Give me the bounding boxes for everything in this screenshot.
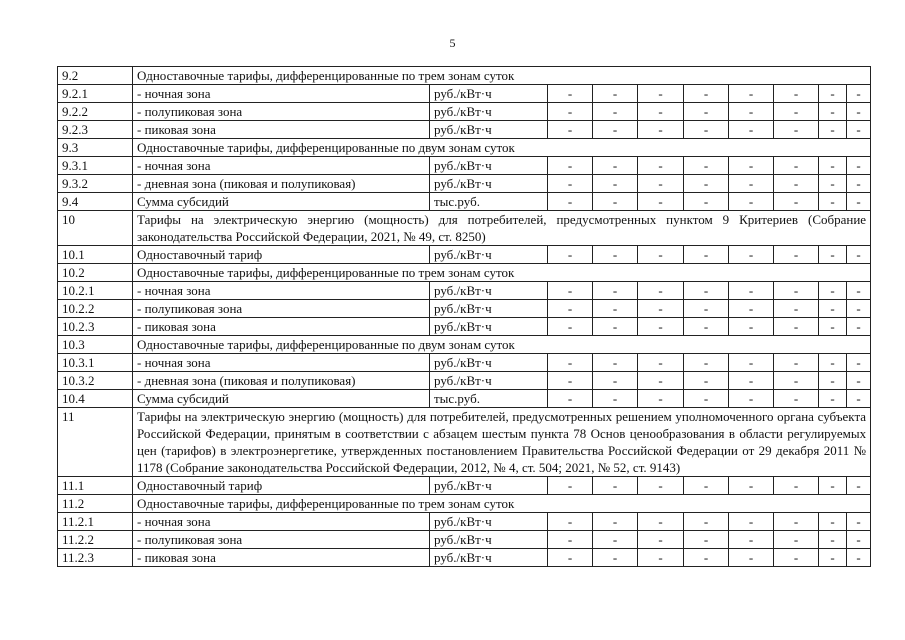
- page-number: 5: [449, 36, 456, 50]
- table-row: [58, 408, 871, 477]
- value-cell: -: [684, 121, 729, 139]
- value-cell: -: [847, 390, 871, 408]
- section-heading: Тарифы на электрическую энергию (мощность) для потребителей, предусмотренных решением уполномоченного органа субъекта Российской Федерации, принятым в соответствии с абзацем шестым пункта 78 Основ ценообразования в области регулируемых цен (тарифов) в электроэнергетике, утвержденных постановлением Правительства Российской Федерации от 29 декабря 2011 № 1178 (Собрание законодательства Российской Федерации, 2012, № 4, ст. 504; 2021, № 52, ст. 9143): [133, 408, 871, 477]
- table-row: [58, 121, 871, 139]
- table-row: [58, 477, 871, 495]
- value-cell: -: [638, 121, 684, 139]
- section-heading: Одноставочные тарифы, дифференцированные по двум зонам суток: [133, 139, 871, 157]
- value-cell: -: [774, 246, 819, 264]
- row-number: 11.2.1: [58, 513, 133, 531]
- value-cell: -: [593, 354, 638, 372]
- value-cell: -: [593, 121, 638, 139]
- value-cell: -: [684, 175, 729, 193]
- unit-cell: руб./кВт·ч: [430, 175, 548, 193]
- value-cell: -: [684, 300, 729, 318]
- row-number: 10.2.1: [58, 282, 133, 300]
- table-row: [58, 175, 871, 193]
- value-cell: -: [548, 193, 593, 211]
- value-cell: -: [548, 103, 593, 121]
- value-cell: -: [593, 246, 638, 264]
- value-cell: -: [847, 354, 871, 372]
- value-cell: -: [684, 477, 729, 495]
- value-cell: -: [593, 175, 638, 193]
- value-cell: -: [548, 372, 593, 390]
- row-label: - ночная зона: [133, 85, 430, 103]
- value-cell: -: [774, 157, 819, 175]
- row-label: Сумма субсидий: [133, 193, 430, 211]
- value-cell: -: [548, 85, 593, 103]
- tariff-table: [57, 66, 871, 567]
- value-cell: -: [729, 175, 774, 193]
- value-cell: -: [638, 193, 684, 211]
- value-cell: -: [774, 85, 819, 103]
- value-cell: -: [847, 513, 871, 531]
- value-cell: -: [593, 531, 638, 549]
- value-cell: -: [729, 157, 774, 175]
- value-cell: -: [819, 531, 847, 549]
- value-cell: -: [729, 513, 774, 531]
- value-cell: -: [593, 103, 638, 121]
- row-label: Одноставочный тариф: [133, 477, 430, 495]
- value-cell: -: [774, 300, 819, 318]
- value-cell: -: [729, 246, 774, 264]
- value-cell: -: [548, 354, 593, 372]
- row-label: - пиковая зона: [133, 121, 430, 139]
- table-row: [58, 85, 871, 103]
- value-cell: -: [774, 531, 819, 549]
- table-row: [58, 354, 871, 372]
- unit-cell: руб./кВт·ч: [430, 477, 548, 495]
- value-cell: -: [729, 318, 774, 336]
- value-cell: -: [684, 103, 729, 121]
- table-row: [58, 193, 871, 211]
- row-label: - пиковая зона: [133, 318, 430, 336]
- value-cell: -: [729, 85, 774, 103]
- value-cell: -: [638, 354, 684, 372]
- value-cell: -: [684, 354, 729, 372]
- table-row: [58, 67, 871, 85]
- row-number: 10.3.1: [58, 354, 133, 372]
- value-cell: -: [593, 318, 638, 336]
- row-number: 9.4: [58, 193, 133, 211]
- value-cell: -: [684, 390, 729, 408]
- value-cell: -: [638, 282, 684, 300]
- row-label: - ночная зона: [133, 157, 430, 175]
- value-cell: -: [847, 549, 871, 567]
- value-cell: -: [774, 549, 819, 567]
- row-number: 9.2.2: [58, 103, 133, 121]
- section-heading: Тарифы на электрическую энергию (мощность) для потребителей, предусмотренных пунктом 9 Критериев (Собрание законодательства Российской Федерации, 2021, № 49, ст. 8250): [133, 211, 871, 246]
- row-label: - полупиковая зона: [133, 531, 430, 549]
- value-cell: -: [684, 531, 729, 549]
- row-number: 11.2.3: [58, 549, 133, 567]
- unit-cell: руб./кВт·ч: [430, 372, 548, 390]
- value-cell: -: [729, 300, 774, 318]
- value-cell: -: [774, 354, 819, 372]
- row-number: 11.2.2: [58, 531, 133, 549]
- section-heading: Одноставочные тарифы, дифференцированные по трем зонам суток: [133, 264, 871, 282]
- tariff-table-body: [58, 67, 871, 567]
- value-cell: -: [729, 354, 774, 372]
- unit-cell: тыс.руб.: [430, 390, 548, 408]
- value-cell: -: [638, 157, 684, 175]
- value-cell: -: [684, 549, 729, 567]
- table-row: [58, 372, 871, 390]
- value-cell: -: [684, 318, 729, 336]
- value-cell: -: [593, 85, 638, 103]
- value-cell: -: [593, 549, 638, 567]
- table-row: [58, 282, 871, 300]
- value-cell: -: [729, 531, 774, 549]
- row-number: 10.1: [58, 246, 133, 264]
- value-cell: -: [729, 193, 774, 211]
- value-cell: -: [593, 390, 638, 408]
- row-number: 10.2: [58, 264, 133, 282]
- unit-cell: руб./кВт·ч: [430, 318, 548, 336]
- value-cell: -: [548, 549, 593, 567]
- value-cell: -: [548, 246, 593, 264]
- value-cell: -: [548, 513, 593, 531]
- value-cell: -: [638, 300, 684, 318]
- value-cell: -: [593, 157, 638, 175]
- value-cell: -: [774, 103, 819, 121]
- value-cell: -: [548, 121, 593, 139]
- value-cell: -: [593, 282, 638, 300]
- row-label: - ночная зона: [133, 354, 430, 372]
- row-number: 9.3.2: [58, 175, 133, 193]
- value-cell: -: [774, 372, 819, 390]
- value-cell: -: [847, 85, 871, 103]
- unit-cell: руб./кВт·ч: [430, 513, 548, 531]
- value-cell: -: [548, 300, 593, 318]
- row-label: - полупиковая зона: [133, 103, 430, 121]
- value-cell: -: [774, 121, 819, 139]
- table-row: [58, 390, 871, 408]
- value-cell: -: [729, 103, 774, 121]
- value-cell: -: [819, 513, 847, 531]
- value-cell: -: [593, 372, 638, 390]
- table-row: [58, 318, 871, 336]
- value-cell: -: [774, 318, 819, 336]
- value-cell: -: [729, 477, 774, 495]
- value-cell: -: [819, 193, 847, 211]
- table-row: [58, 300, 871, 318]
- value-cell: -: [819, 282, 847, 300]
- row-number: 10.2.2: [58, 300, 133, 318]
- value-cell: -: [638, 390, 684, 408]
- value-cell: -: [638, 318, 684, 336]
- value-cell: -: [847, 300, 871, 318]
- value-cell: -: [638, 477, 684, 495]
- value-cell: -: [819, 549, 847, 567]
- unit-cell: руб./кВт·ч: [430, 531, 548, 549]
- value-cell: -: [684, 246, 729, 264]
- value-cell: -: [847, 175, 871, 193]
- value-cell: -: [548, 175, 593, 193]
- value-cell: -: [819, 157, 847, 175]
- value-cell: -: [774, 477, 819, 495]
- value-cell: -: [684, 372, 729, 390]
- value-cell: -: [548, 282, 593, 300]
- row-label: - ночная зона: [133, 282, 430, 300]
- value-cell: -: [684, 193, 729, 211]
- value-cell: -: [684, 85, 729, 103]
- row-label: - дневная зона (пиковая и полупиковая): [133, 372, 430, 390]
- row-number: 11: [58, 408, 133, 477]
- value-cell: -: [847, 193, 871, 211]
- table-row: [58, 246, 871, 264]
- row-number: 9.3.1: [58, 157, 133, 175]
- value-cell: -: [729, 372, 774, 390]
- value-cell: -: [819, 121, 847, 139]
- value-cell: -: [638, 103, 684, 121]
- unit-cell: тыс.руб.: [430, 193, 548, 211]
- value-cell: -: [819, 85, 847, 103]
- value-cell: -: [548, 390, 593, 408]
- value-cell: -: [684, 157, 729, 175]
- table-row: [58, 139, 871, 157]
- section-heading: Одноставочные тарифы, дифференцированные по трем зонам суток: [133, 67, 871, 85]
- value-cell: -: [638, 372, 684, 390]
- row-number: 10.2.3: [58, 318, 133, 336]
- value-cell: -: [847, 121, 871, 139]
- unit-cell: руб./кВт·ч: [430, 549, 548, 567]
- value-cell: -: [847, 477, 871, 495]
- row-label: Одноставочный тариф: [133, 246, 430, 264]
- row-number: 11.1: [58, 477, 133, 495]
- value-cell: -: [819, 390, 847, 408]
- value-cell: -: [638, 513, 684, 531]
- row-number: 10.3: [58, 336, 133, 354]
- value-cell: -: [638, 531, 684, 549]
- value-cell: -: [774, 193, 819, 211]
- unit-cell: руб./кВт·ч: [430, 300, 548, 318]
- value-cell: -: [548, 157, 593, 175]
- row-number: 10.4: [58, 390, 133, 408]
- value-cell: -: [729, 390, 774, 408]
- value-cell: -: [638, 246, 684, 264]
- value-cell: -: [729, 282, 774, 300]
- section-heading: Одноставочные тарифы, дифференцированные по двум зонам суток: [133, 336, 871, 354]
- table-row: [58, 211, 871, 246]
- row-number: 9.2: [58, 67, 133, 85]
- unit-cell: руб./кВт·ч: [430, 282, 548, 300]
- table-row: [58, 336, 871, 354]
- value-cell: -: [684, 282, 729, 300]
- row-number: 10: [58, 211, 133, 246]
- unit-cell: руб./кВт·ч: [430, 121, 548, 139]
- value-cell: -: [638, 85, 684, 103]
- value-cell: -: [774, 390, 819, 408]
- row-label: - полупиковая зона: [133, 300, 430, 318]
- table-row: [58, 264, 871, 282]
- row-number: 9.2.1: [58, 85, 133, 103]
- value-cell: -: [847, 531, 871, 549]
- table-row: [58, 103, 871, 121]
- value-cell: -: [819, 103, 847, 121]
- row-label: - ночная зона: [133, 513, 430, 531]
- row-number: 9.2.3: [58, 121, 133, 139]
- value-cell: -: [819, 372, 847, 390]
- value-cell: -: [847, 246, 871, 264]
- table-row: [58, 495, 871, 513]
- row-number: 10.3.2: [58, 372, 133, 390]
- table-row: [58, 549, 871, 567]
- value-cell: -: [548, 477, 593, 495]
- value-cell: -: [548, 318, 593, 336]
- value-cell: -: [774, 175, 819, 193]
- value-cell: -: [819, 246, 847, 264]
- value-cell: -: [593, 300, 638, 318]
- value-cell: -: [729, 549, 774, 567]
- value-cell: -: [593, 513, 638, 531]
- value-cell: -: [819, 300, 847, 318]
- value-cell: -: [819, 318, 847, 336]
- value-cell: -: [847, 103, 871, 121]
- unit-cell: руб./кВт·ч: [430, 246, 548, 264]
- value-cell: -: [819, 175, 847, 193]
- row-label: - дневная зона (пиковая и полупиковая): [133, 175, 430, 193]
- value-cell: -: [774, 282, 819, 300]
- row-label: Сумма субсидий: [133, 390, 430, 408]
- unit-cell: руб./кВт·ч: [430, 157, 548, 175]
- table-row: [58, 531, 871, 549]
- value-cell: -: [847, 282, 871, 300]
- section-heading: Одноставочные тарифы, дифференцированные по трем зонам суток: [133, 495, 871, 513]
- value-cell: -: [593, 193, 638, 211]
- value-cell: -: [774, 513, 819, 531]
- value-cell: -: [593, 477, 638, 495]
- table-row: [58, 513, 871, 531]
- value-cell: -: [638, 549, 684, 567]
- value-cell: -: [819, 354, 847, 372]
- row-label: - пиковая зона: [133, 549, 430, 567]
- row-number: 9.3: [58, 139, 133, 157]
- unit-cell: руб./кВт·ч: [430, 103, 548, 121]
- unit-cell: руб./кВт·ч: [430, 354, 548, 372]
- row-number: 11.2: [58, 495, 133, 513]
- value-cell: -: [847, 372, 871, 390]
- value-cell: -: [847, 318, 871, 336]
- value-cell: -: [684, 513, 729, 531]
- unit-cell: руб./кВт·ч: [430, 85, 548, 103]
- value-cell: -: [729, 121, 774, 139]
- table-row: [58, 157, 871, 175]
- value-cell: -: [548, 531, 593, 549]
- value-cell: -: [638, 175, 684, 193]
- value-cell: -: [847, 157, 871, 175]
- value-cell: -: [819, 477, 847, 495]
